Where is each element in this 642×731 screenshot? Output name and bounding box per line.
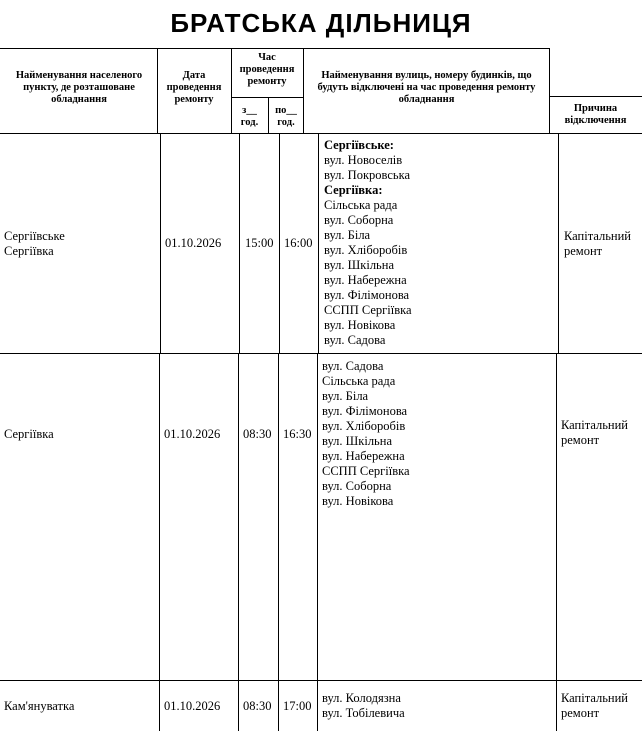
row2-streets	[322, 359, 552, 509]
header-reason: Причина відключення	[564, 103, 627, 126]
row2-street-0: вул. Садова	[322, 359, 384, 373]
row-divider-1	[0, 353, 642, 354]
row1-streets	[324, 138, 554, 348]
row1-from: 15:00	[245, 236, 274, 250]
row3-col-divider-2	[238, 681, 239, 731]
row2-street-5: вул. Шкільна	[322, 434, 392, 448]
row3-from: 08:30	[243, 699, 272, 713]
row1-reason	[564, 229, 642, 259]
reason-header-top	[549, 96, 642, 97]
row1-street-7: вул. Хліборобів	[324, 243, 408, 257]
header-time: Час проведення ремонту	[239, 52, 295, 87]
row1-street-4: Сільська рада	[324, 198, 398, 212]
header-date: Дата проведення ремонту	[166, 70, 222, 105]
row2-col-divider-1	[159, 354, 160, 681]
row1-col-divider-2	[239, 134, 240, 354]
row3-street-1: вул. Тобілевича	[322, 706, 405, 720]
row2-street-8: вул. Соборна	[322, 479, 392, 493]
header-bottom-border	[0, 133, 642, 134]
row2-col-divider-2	[238, 354, 239, 681]
row2-street-4: вул. Хліборобів	[322, 419, 406, 433]
row1-to: 16:00	[284, 236, 313, 250]
header-col-divider-1	[157, 48, 158, 134]
row3-reason	[561, 691, 641, 721]
row2-street-9: вул. Новікова	[322, 494, 394, 508]
row2-from: 08:30	[243, 427, 272, 441]
row-divider-2	[0, 680, 642, 681]
row3-col-divider-4	[317, 681, 318, 731]
time-header-divider	[231, 97, 303, 98]
row1-street-6: вул. Біла	[324, 228, 371, 242]
row2-settlement	[4, 427, 156, 442]
header-to: по__ год.	[275, 105, 297, 128]
row2-street-2: вул. Біла	[322, 389, 369, 403]
row2-street-6: вул. Набережна	[322, 449, 405, 463]
row1-street-13: вул. Садова	[324, 333, 386, 347]
row2-date: 01.10.2026	[164, 427, 221, 441]
row3-date: 01.10.2026	[164, 699, 221, 713]
row2-col-divider-5	[556, 354, 557, 681]
row2-reason-line2: ремонт	[561, 433, 600, 447]
row3-col-divider-3	[278, 681, 279, 731]
header-col-divider-4	[303, 48, 304, 134]
row2-col-divider-4	[317, 354, 318, 681]
row3-settlement	[4, 699, 156, 714]
row2-col-divider-3	[278, 354, 279, 681]
row2-settlement-line1: Сергіївка	[4, 427, 54, 441]
header-col-divider-5	[549, 48, 550, 134]
row3-settlement-line1: Кам'януватка	[4, 699, 75, 713]
row2-reason-line1: Капітальний	[561, 418, 628, 432]
row1-col-divider-5	[558, 134, 559, 354]
table-top-border	[0, 48, 549, 49]
row3-to: 17:00	[283, 699, 312, 713]
header-settlement: Найменування населеного пункту, де розташоване обладнання	[15, 70, 143, 105]
row2-to: 16:30	[283, 427, 312, 441]
row1-street-12: вул. Новікова	[324, 318, 396, 332]
row1-settlement-line2: Сергіївка	[4, 244, 54, 258]
page-title: БРАТСЬКА ДІЛЬНИЦЯ	[170, 8, 472, 38]
row1-reason-line1: Капітальний	[564, 229, 631, 243]
row1-col-divider-4	[318, 134, 319, 354]
row1-street-0: Сергіївське:	[324, 138, 394, 152]
row3-col-divider-5	[556, 681, 557, 731]
row2-street-1: Сільська рада	[322, 374, 396, 388]
row1-street-10: вул. Філімонова	[324, 288, 410, 302]
row2-street-3: вул. Філімонова	[322, 404, 408, 418]
row1-col-divider-1	[160, 134, 161, 354]
header-col-divider-2	[231, 48, 232, 134]
row3-street-0: вул. Колодязна	[322, 691, 401, 705]
row1-street-5: вул. Соборна	[324, 213, 394, 227]
row1-street-3: Сергіївка:	[324, 183, 383, 197]
row1-street-2: вул. Покровська	[324, 168, 411, 182]
row1-street-11: ССПП Сергіївка	[324, 303, 412, 317]
row3-reason-line1: Капітальний	[561, 691, 628, 705]
row1-reason-line2: ремонт	[564, 244, 603, 258]
header-col-divider-3	[268, 97, 269, 134]
header-from: з__ год.	[240, 105, 259, 128]
row3-streets	[322, 691, 552, 721]
row2-reason	[561, 418, 641, 448]
row1-street-8: вул. Шкільна	[324, 258, 394, 272]
row1-col-divider-3	[279, 134, 280, 354]
row1-settlement	[4, 229, 156, 259]
header-streets: Найменування вулиць, номеру будинків, що будуть відключені на час проведення ремонту обладнання	[317, 70, 536, 105]
row1-date: 01.10.2026	[165, 236, 222, 250]
row1-street-9: вул. Набережна	[324, 273, 407, 287]
row1-settlement-line1: Сергіївське	[4, 229, 65, 243]
row2-street-7: ССПП Сергіївка	[322, 464, 410, 478]
row3-col-divider-1	[159, 681, 160, 731]
row1-street-1: вул. Новоселів	[324, 153, 403, 167]
row3-reason-line2: ремонт	[561, 706, 600, 720]
